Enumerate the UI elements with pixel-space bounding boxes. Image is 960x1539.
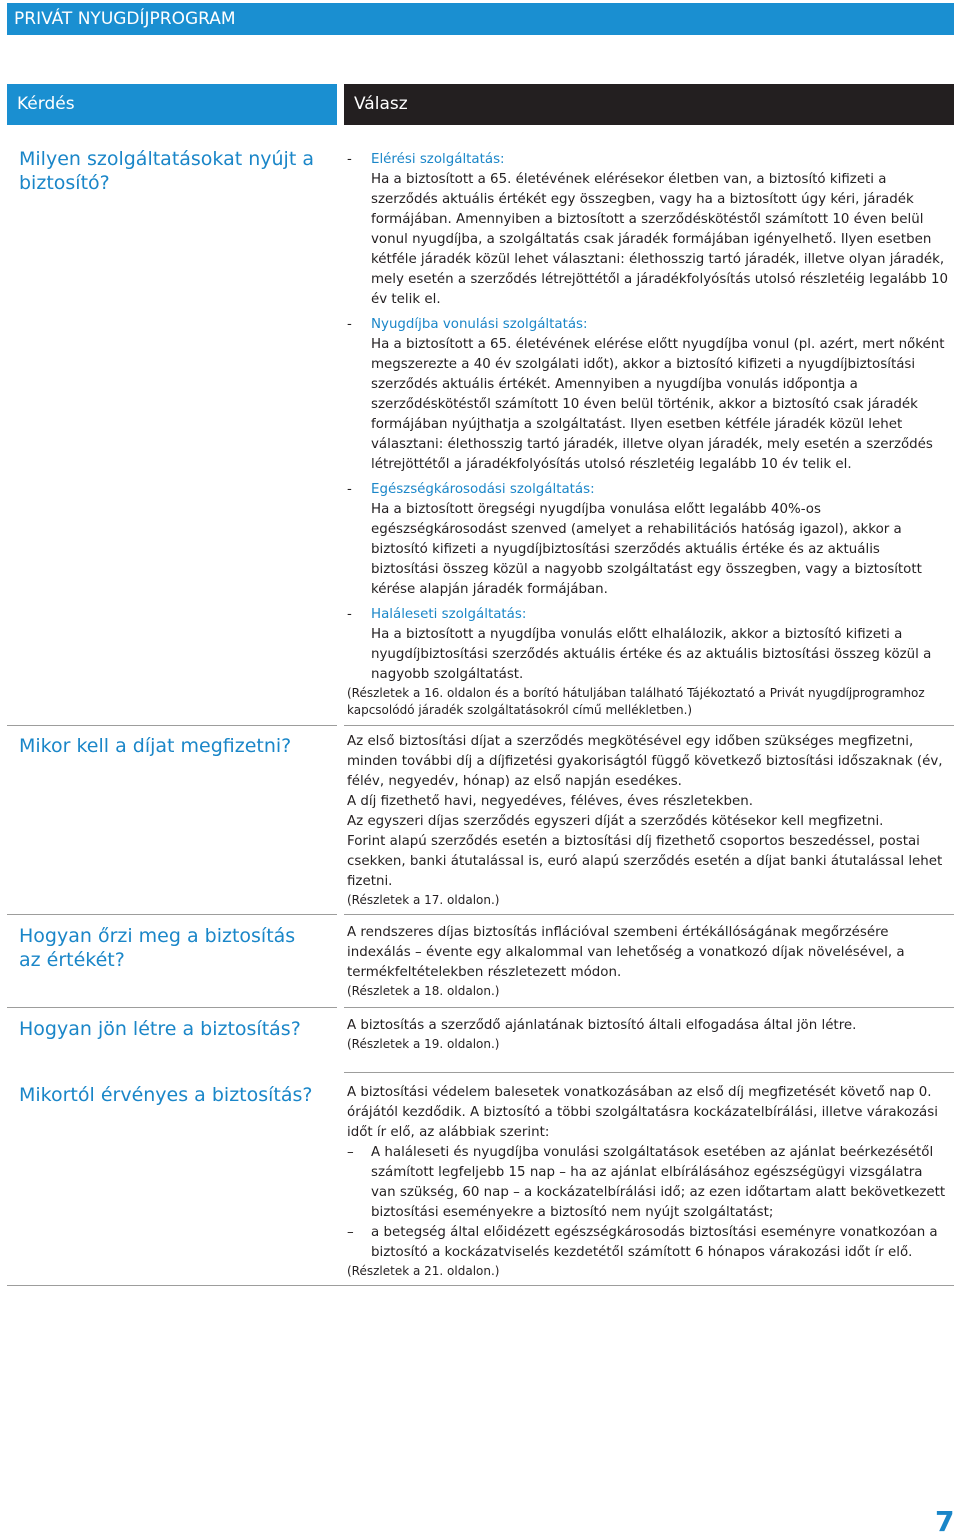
paragraph: Az első biztosítási díjat a szerződés megkötésével egy időben szükséges megfizetni, minden további díj a díjfizetési gyakoriságtól függő következő biztosítási időszaknak (év, félév, negyedév, hónap) az első napján esedékes. [347,734,943,789]
item-text: A haláleseti és nyugdíjba vonulási szolgáltatások esetében az ajánlat beérkezésétől számított legfeljebb 15 nap – ha az ajánlat elbírálásához egészségügyi vizsgálatra van szükség, 60 nap – a kockázatelbírálási idő; az ezen időtartam alatt bekövetkezett biztosítási eseményekre a biztosító nem nyújt szolgáltatást; [371,1145,946,1220]
answer-creation [347,1016,950,1053]
dash-marker: - [347,152,352,167]
answer-value-preservation [347,923,950,1000]
question-divider [7,914,337,915]
answer-divider [344,1007,954,1008]
question-value-preservation: Hogyan őrzi meg a biztosítás az értékét? [19,925,296,971]
item-text: Ha a biztosított öregségi nyugdíjba vonulása előtt legalább 40%-os egészségkárosodást szenved (amelyet a rehabilitációs hatóság igazol), akkor a biztosító kifizeti a nyugdíjbiztosítási szerződés aktuális értéke és az aktuális biztosítási összeg közül a nagyobb szolgáltatást egy összegben, vagy a biztosított kérése alapján járadék formájában. [371,502,922,597]
document-title: PRIVÁT NYUGDÍJPROGRAM [14,9,236,29]
question-divider [7,725,337,726]
source-reference: (Részletek a 17. oldalon.) [347,893,500,907]
dash-marker: - [347,317,352,332]
question-divider [7,1007,337,1008]
dash-marker: - [347,607,352,622]
answer-payment [347,732,950,909]
question-creation: Hogyan jön létre a biztosítás? [19,1018,301,1040]
list-item [347,315,950,475]
question-payment: Mikor kell a díjat megfizetni? [19,735,292,757]
paragraph: A díj fizethető havi, negyedéves, féléves, éves részletekben. [347,794,753,809]
answer-header-label: Válasz [354,94,408,114]
list-item [347,480,950,600]
question-validity: Mikortól érvényes a biztosítás? [19,1084,313,1106]
item-title: Elérési szolgáltatás: [371,152,505,167]
source-reference: (Részletek a 16. oldalon és a borító hátuljában található Tájékoztató a Privát nyugdíjprogramhoz kapcsolódó járadék szolgáltatásokról című mellékletben.) [347,686,925,717]
item-text: a betegség által előidézett egészségkárosodás biztosítási eseményre vonatkozóan a biztosító a kockázatviselés kezdetétől számított 6 hónapos várakozási időt ír elő. [371,1225,938,1260]
dash-marker: – [347,1225,354,1240]
item-title: Nyugdíjba vonulási szolgáltatás: [371,317,588,332]
answer-column-header [344,84,954,125]
question-column-header [7,84,337,125]
bottom-divider [7,1285,954,1286]
page-number: 7 [935,1505,955,1538]
list-item [347,1223,950,1263]
source-reference: (Részletek a 21. oldalon.) [347,1264,500,1278]
item-text: Ha a biztosított a 65. életévének elérése előtt nyugdíjba vonul (pl. azért, mert nőként megszerezte a 40 év szolgálati időt), akkor a biztosító kifizeti a nyugdíjbiztosítási szerződés aktuális értékét. Amennyiben a nyugdíjba vonulás időpontja a szerződéskötéstől számított 10 éven belül történik, akkor a biztosító csak járadék formájában nyújthatja a szolgáltatást. Ilyen esetben kétféle járadék közül lehet választani: élethosszig tartó járadék, illetve olyan járadék, mely esetén a szerződés létrejöttétől a járadékfolyósítás utolsó részletéig legalább 10 év telik el. [371,337,945,472]
list-item [347,150,950,310]
answer-services [347,150,950,719]
item-text: Ha a biztosított a 65. életévének elérésekor életben van, a biztosító kifizeti a szerződés aktuális értékét egy összegben, vagy ha a biztosított úgy kéri, járadék formájában. Amennyiben a biztosított a szerződéskötéstől számított 10 éven belül vonul nyugdíjba, a szolgáltatás csak járadék formájában igényelhető. Ilyen esetben kétféle járadék közül lehet választani: élethosszig tartó járadék, illetve olyan járadék, mely esetén a szerződés létrejöttétől a járadékfolyósítás utolsó részletéig legalább 10 év telik el. [371,172,949,307]
source-reference: (Részletek a 18. oldalon.) [347,984,500,998]
paragraph: Az egyszeri díjas szerződés egyszeri díját a szerződés kötésekor kell megfizetni. [347,814,884,829]
paragraph: A biztosítási védelem balesetek vonatkozásában az első díj megfizetését követő nap 0. órájától kezdődik. A biztosító a többi szolgáltatásra kockázatelbírálási, illetve várakozási időt ír elő, az alábbiak szerint: [347,1085,938,1140]
source-reference: (Részletek a 19. oldalon.) [347,1037,500,1051]
question-header-label: Kérdés [17,94,75,114]
list-item [347,605,950,685]
dash-marker: - [347,482,352,497]
answer-divider [344,1072,954,1073]
item-title: Haláleseti szolgáltatás: [371,607,527,622]
answer-divider [344,725,954,726]
paragraph: Forint alapú szerződés esetén a biztosítási díj fizethető csoportos beszedéssel, postai csekken, banki átutalással is, euró alapú szerződés esetén a díjat banki átutalással lehet fizetni. [347,834,943,889]
item-text: Ha a biztosított a nyugdíjba vonulás előtt elhalálozik, akkor a biztosító kifizeti a nyugdíjbiztosítási szerződés aktuális értéke és az aktuális biztosítási összeg közül a nagyobb szolgáltatást. [371,627,932,682]
answer-divider [344,914,954,915]
question-services: Milyen szolgáltatásokat nyújt a biztosító? [19,148,314,194]
list-item [347,1143,950,1223]
paragraph: A biztosítás a szerződő ajánlatának biztosító általi elfogadása által jön létre. [347,1018,857,1033]
top-title-bar [7,3,954,35]
dash-marker: – [347,1145,354,1160]
item-title: Egészségkárosodási szolgáltatás: [371,482,595,497]
answer-validity [347,1083,950,1280]
paragraph: A rendszeres díjas biztosítás inflációval szembeni értékállóságának megőrzésére indexálás – évente egy alkalommal van lehetőség a vonatkozó díjak növelésével, a termékfeltételekben részletezett módon. [347,925,905,980]
